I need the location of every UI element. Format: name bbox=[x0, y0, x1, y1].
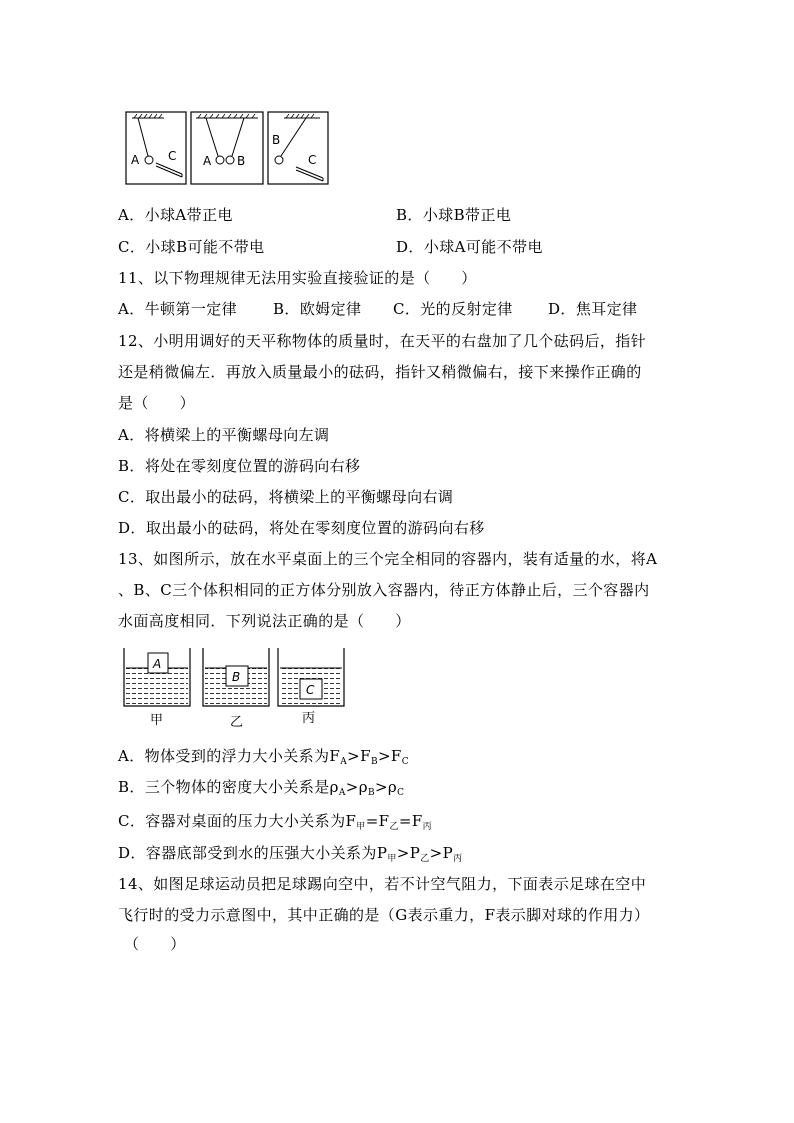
q10-panel-1 bbox=[126, 112, 186, 184]
q13-stem-line-1: 13、如图所示，放在水平桌面上的三个完全相同的容器内，装有适量的水，将A bbox=[118, 550, 658, 568]
label-c: C bbox=[308, 153, 317, 167]
ball-b bbox=[275, 156, 283, 164]
q10-option-c: C．小球B可能不带电 bbox=[118, 238, 265, 256]
q11-option-d: D．焦耳定律 bbox=[548, 300, 638, 318]
q13-option-a-text: A．物体受到的浮力大小关系为F bbox=[118, 747, 341, 765]
q13-option-a: A．物体受到的浮力大小关系为$F_A>F_B>F_C$ bbox=[118, 747, 410, 767]
label-a: A bbox=[131, 153, 140, 167]
q10-pendulum-figure bbox=[124, 110, 330, 188]
q13-containers-figure bbox=[120, 646, 350, 730]
container-jia bbox=[124, 648, 190, 728]
container-bing bbox=[278, 648, 344, 726]
label-b: B bbox=[272, 133, 281, 147]
cube-c-label: C bbox=[306, 683, 315, 697]
q13-option-b-text: B．三个物体的密度大小关系是ρ bbox=[118, 778, 339, 796]
q13-stem-line-3: 水面高度相同．下列说法正确的是（ ） bbox=[118, 612, 411, 630]
caption-yi: 乙 bbox=[230, 715, 244, 730]
q10-option-d: D．小球A可能不带电 bbox=[396, 238, 543, 256]
q13-option-c: C．容器对桌面的压力大小关系为$F_甲=F_乙=F_丙$ bbox=[118, 812, 433, 832]
q12-option-d: D．取出最小的砝码，将处在零刻度位置的游码向右移 bbox=[118, 519, 485, 537]
label-c: C bbox=[168, 149, 177, 163]
ball-a bbox=[145, 156, 153, 164]
q12-stem-line-3: 是（ ） bbox=[118, 394, 196, 412]
q12-stem-line-2: 还是稍微偏左．再放入质量最小的砝码，指针又稍微偏右，接下来操作正确的 bbox=[118, 363, 642, 381]
q11-stem: 11、以下物理规律无法用实验直接验证的是（ ） bbox=[118, 269, 477, 287]
ball-a bbox=[216, 156, 224, 164]
q11-option-a: A．牛顿第一定律 bbox=[118, 300, 238, 318]
q13-option-d: D．容器底部受到水的压强大小关系为$P_甲>P_乙>P_丙$ bbox=[118, 844, 463, 864]
q11-option-c: C．光的反射定律 bbox=[393, 300, 513, 318]
cube-a-label: A bbox=[153, 657, 162, 671]
q14-stem-line-2: 飞行时的受力示意图中，其中正确的是（G表示重力，F表示脚对球的作用力） bbox=[118, 906, 650, 924]
caption-jia: 甲 bbox=[150, 713, 164, 728]
q12-stem-line-1: 12、小明用调好的天平称物体的质量时，在天平的右盘加了几个砝码后，指针 bbox=[118, 332, 647, 350]
q13-option-b: B．三个物体的密度大小关系是$\rho_A>\rho_B>\rho_C$ bbox=[118, 778, 405, 798]
q10-panel-2 bbox=[191, 112, 263, 184]
caption-bing: 丙 bbox=[302, 711, 316, 726]
container-yi bbox=[203, 648, 269, 730]
label-b: B bbox=[237, 154, 246, 168]
ball-b bbox=[226, 156, 234, 164]
q13-option-d-text: D．容器底部受到水的压强大小关系为P bbox=[118, 844, 388, 862]
q12-option-b: B．将处在零刻度位置的游码向右移 bbox=[118, 457, 361, 475]
q13-stem-line-2: 、B、C三个体积相同的正方体分别放入容器内，待正方体静止后，三个容器内 bbox=[118, 581, 650, 599]
cube-b-label: B bbox=[232, 670, 241, 684]
q10-option-b: B．小球B带正电 bbox=[396, 206, 512, 224]
label-a: A bbox=[203, 154, 212, 168]
q12-option-c: C．取出最小的砝码，将横梁上的平衡螺母向右调 bbox=[118, 488, 454, 506]
q14-stem-line-1: 14、如图足球运动员把足球踢向空中，若不计空气阻力，下面表示足球在空中 bbox=[118, 875, 647, 893]
q13-option-c-text: C．容器对桌面的压力大小关系为F bbox=[118, 812, 357, 830]
q11-option-b: B．欧姆定律 bbox=[273, 300, 362, 318]
q10-option-a: A．小球A带正电 bbox=[118, 206, 233, 224]
q14-stem-line-3: （ ） bbox=[124, 935, 186, 953]
q12-option-a: A．将横梁上的平衡螺母向左调 bbox=[118, 426, 330, 444]
q10-panel-3 bbox=[268, 112, 328, 184]
